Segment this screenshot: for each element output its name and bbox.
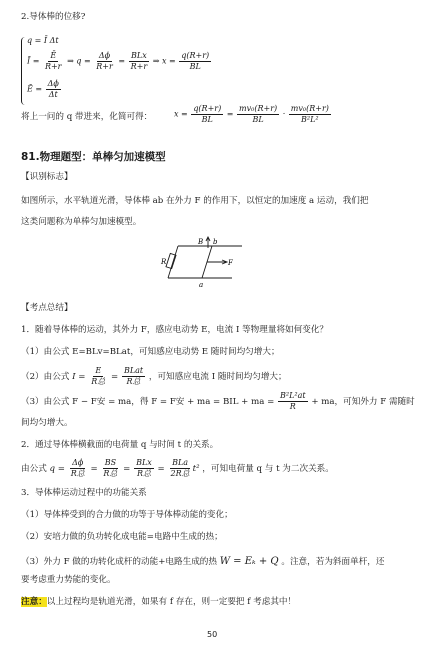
equation-line-2: Ī = $\frac{Ē}{R+r}$ ⇒ q = $\frac{\Delta\phi}{R+r}$ = $\frac{\text{BLx}}{R+r}$ ⇒ x = $\frac{q(R+r)}{BL}$ — [27, 51, 210, 71]
question-3-item-3-continued: 要考虑重力势能的变化。 — [21, 575, 116, 585]
equation-line-1: q = Ī Δt — [27, 36, 59, 45]
question-1: 1．随着导体棒的运动，其外力 F，感应电动势 E，电流 I 等物理量将如何变化？ — [21, 325, 329, 335]
circuit-diagram — [160, 236, 250, 292]
question-2: 2．通过导体棒横截面的电荷量 q 与时间 t 的关系。 — [21, 440, 219, 450]
note-text: 以上过程均是轨道光滑，如果有 f 存在，则一定要把 f 考虑其中！ — [46, 597, 297, 607]
label-B: B — [198, 238, 204, 246]
identify-label: 【识别标志】 — [21, 172, 73, 182]
label-F: F — [228, 259, 233, 267]
note-label: 注意： — [21, 597, 47, 607]
section-title: 81.物理题型：单棒匀加速模型 — [21, 151, 166, 163]
identify-line-2: 这类问题称为单棒匀加速模型。 — [21, 217, 142, 227]
section-heading: 2.导体棒的位移? — [21, 12, 86, 22]
question-2-formula: 由公式 q = $\frac{\Delta\phi}{\text{R总}}$ = $\frac{BS}{\text{R总}}$ = $\frac{\text{BLx}}{\text{R总}}$ = $\frac{\text{BLa}}{\text{2R总}}$ t² ，可知电荷量 q 与 t 为二次关系。 — [21, 458, 334, 478]
identify-line-1: 如图所示，水平轨道光滑，导体棒 ab 在外力 F 的作用下，以恒定的加速度 a 运动，我们把 — [21, 196, 369, 206]
equation-line-3: Ē = $\frac{\Delta\phi}{\Delta t}$ — [27, 79, 59, 99]
question-1-item-3: （3）由公式 F − F安 = ma，得 F = F安 + ma = BIL + ma = $\frac{\text{B²L²at}}{R}$ + ma，可知外力 F 需随时 — [21, 391, 415, 411]
question-3-item-3: （3）外力 F 做的功转化成杆的动能+电路生成的热 W = Eₖ + Q 。注意，若为斜面单杆，还 — [21, 556, 385, 567]
question-3-item-2: （2）安培力做的负功转化成电能=电路中生成的热； — [21, 532, 223, 542]
label-R: R — [161, 258, 167, 266]
question-3: 3．导体棒运动过程中的功能关系 — [21, 488, 147, 498]
left-connector — [168, 246, 178, 278]
page-number: 50 — [207, 630, 218, 639]
label-a: a — [199, 281, 204, 289]
label-b: b — [213, 238, 218, 246]
question-1-item-2: （2）由公式 I = $\frac{E}{\text{R总}}$ = $\frac{\text{BLat}}{\text{R总}}$ ，可知感应电流 I 随时间均匀增大； — [21, 366, 287, 386]
question-1-item-1: （1）由公式 E=BLv=BLat，可知感应电动势 E 随时间均匀增大； — [21, 347, 280, 357]
summary-label: 【考点总结】 — [21, 303, 73, 313]
substitution-text: 将上一问的 q 带进来，化简可得： — [21, 112, 153, 122]
note — [21, 597, 296, 608]
result-equation: x = $\frac{q(R+r)}{BL}$ = $\frac{\text{mv₀(R+r)}}{BL}$ · $\frac{\text{mv₀(R+r)}}{\text{B²L²}}$ — [174, 104, 329, 124]
question-3-item-1: （1）导体棒受到的合力做的功等于导体棒动能的变化； — [21, 510, 233, 520]
question-1-item-3-continued: 间均匀增大。 — [21, 418, 73, 428]
